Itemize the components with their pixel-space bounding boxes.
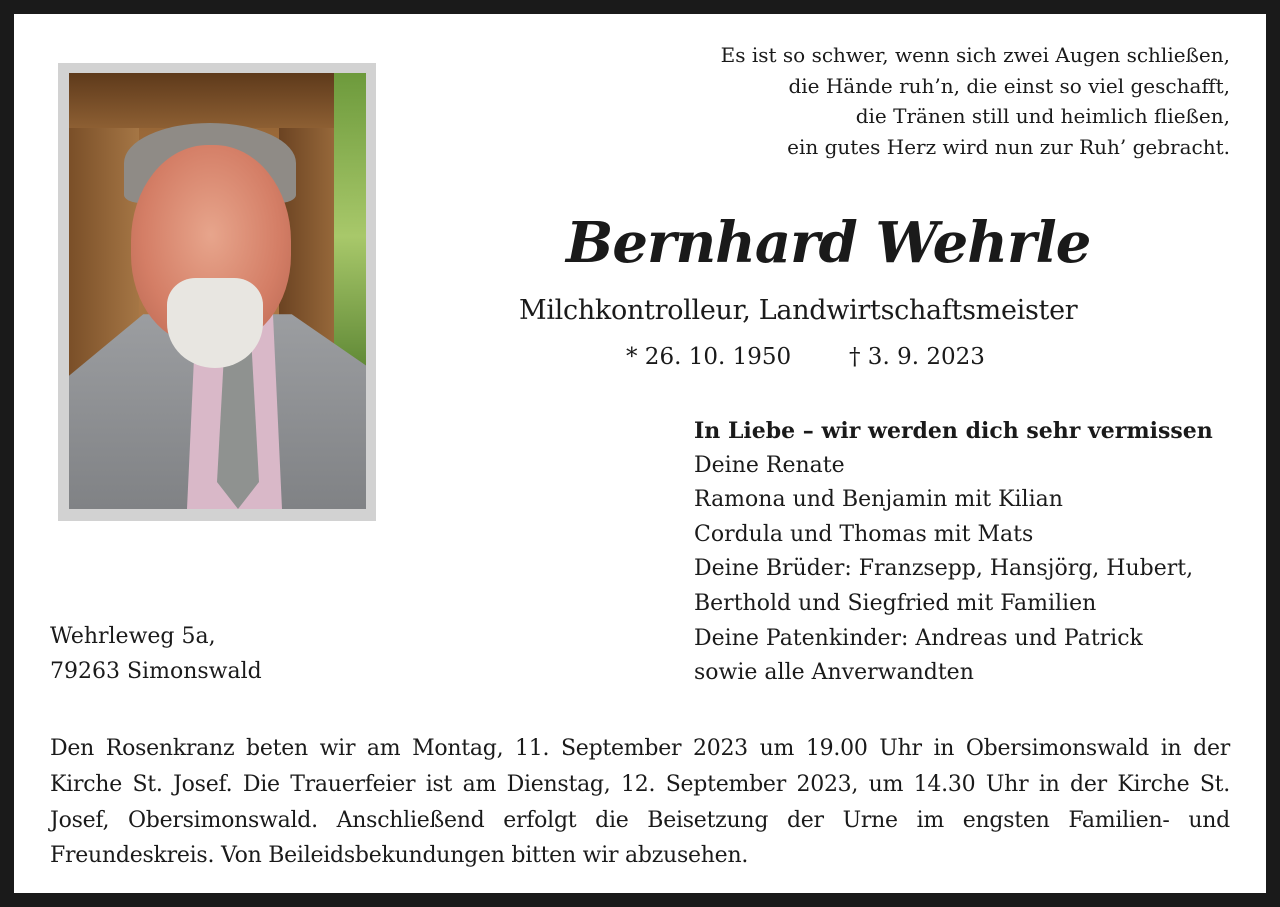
mourner-line: Cordula und Thomas mit Mats	[694, 521, 1034, 547]
poem-line: die Tränen still und heimlich fließen,	[855, 104, 1230, 128]
birth-date: * 26. 10. 1950	[626, 344, 792, 370]
portrait-photo	[69, 73, 366, 509]
poem-line: Es ist so schwer, wenn sich zwei Augen schließen,	[720, 43, 1230, 67]
funeral-notice: Den Rosenkranz beten wir am Montag, 11. September 2023 um 19.00 Uhr in Obersimonswald in der Kirche St. Josef. Die Trauerfeier ist am Dienstag, 12. September 2023, um 14.30 Uhr in der Kirche St. Josef, Obersimonswald. Anschließend erfolgt die Beisetzung der Urne im engsten Familien- und Freundeskreis. Von Beileidsbekundungen bitten wir abzusehen.	[50, 736, 1230, 869]
poem-line: ein gutes Herz wird nun zur Ruh’ gebracht.	[787, 134, 1230, 159]
address-street: Wehrleweg 5a,	[50, 624, 216, 649]
family-address	[50, 620, 262, 689]
mourner-line: Deine Renate	[694, 452, 845, 478]
death-date: † 3. 9. 2023	[849, 344, 985, 370]
deceased-profession: Milchkontrolleur, Landwirtschaftsmeister	[519, 295, 1078, 326]
poem	[721, 40, 1230, 162]
portrait-photo-frame	[58, 63, 376, 521]
poem-line: die Hände ruh’n, die einst so viel geschafft,	[788, 73, 1230, 98]
address-city: 79263 Simonswald	[50, 658, 262, 684]
mourner-line: sowie alle Anverwandten	[694, 660, 974, 686]
mourner-line: Deine Patenkinder: Andreas und Patrick	[694, 625, 1143, 651]
mourners-heading: In Liebe – wir werden dich sehr vermissen	[694, 418, 1213, 444]
photo-background-beam	[69, 73, 366, 128]
mourner-line: Deine Brüder: Franzsepp, Hansjörg, Hubert,	[694, 556, 1194, 582]
mourners-list	[694, 414, 1213, 691]
deceased-name: Bernhard Wehrle	[566, 210, 1091, 276]
obituary-card	[14, 14, 1266, 893]
photo-beard	[167, 278, 263, 368]
mourner-line: Berthold und Siegfried mit Familien	[694, 590, 1097, 616]
mourner-line: Ramona und Benjamin mit Kilian	[694, 487, 1063, 513]
